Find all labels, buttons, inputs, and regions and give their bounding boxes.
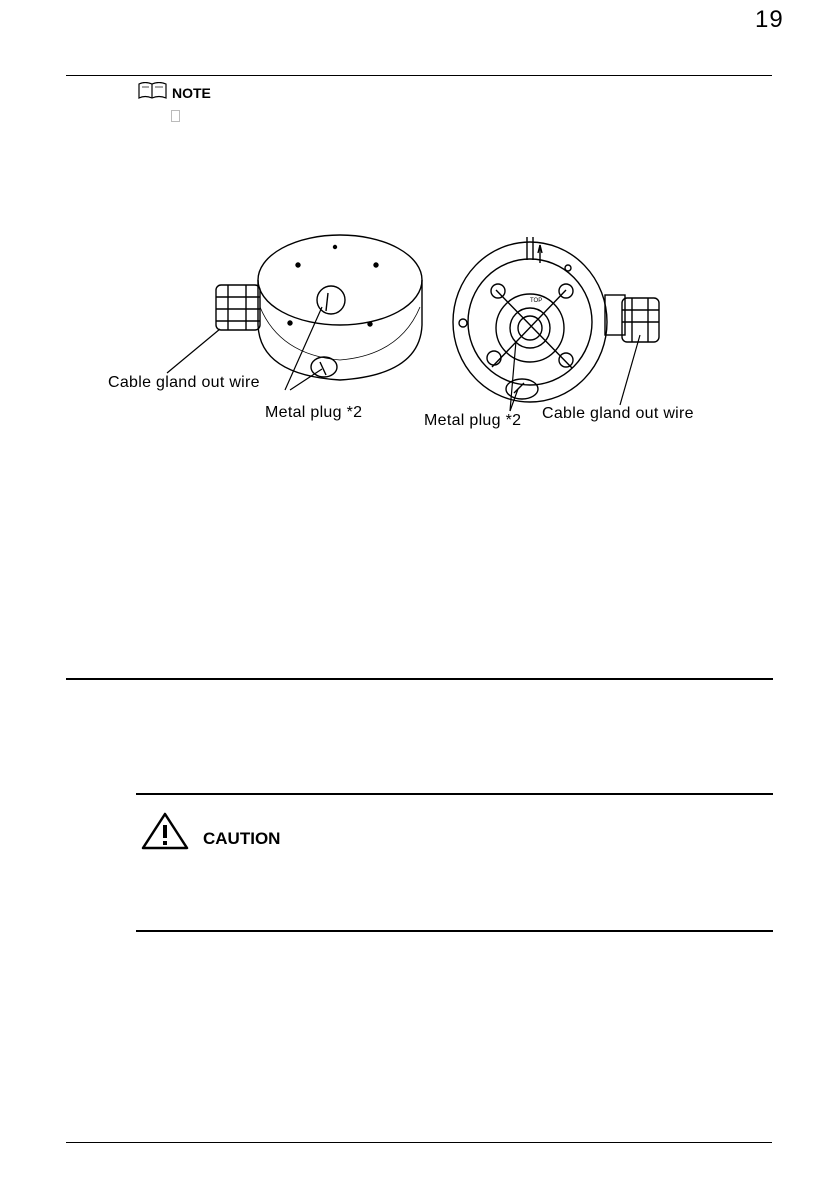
section-divider bbox=[66, 678, 773, 680]
cable-gland-label-right: Cable gland out wire bbox=[542, 405, 694, 422]
top-mark: TOP bbox=[530, 298, 543, 304]
footer-rule bbox=[66, 1142, 772, 1143]
junction-box-rear-view bbox=[453, 237, 659, 411]
metal-plug-label-right: Metal plug *2 bbox=[424, 412, 522, 429]
note-label: NOTE bbox=[172, 85, 211, 101]
book-icon bbox=[137, 82, 168, 100]
caution-label: CAUTION bbox=[203, 829, 281, 848]
junction-box-front-view bbox=[167, 235, 422, 390]
caution-top-rule bbox=[136, 793, 773, 795]
warning-triangle-icon bbox=[140, 811, 190, 851]
header-rule bbox=[66, 75, 772, 76]
caution-bottom-rule bbox=[136, 930, 773, 932]
metal-plug-label-left: Metal plug *2 bbox=[265, 404, 363, 421]
cable-gland-label-left: Cable gland out wire bbox=[108, 374, 260, 391]
bullet-placeholder bbox=[171, 110, 180, 122]
page-number: 19 bbox=[755, 6, 784, 33]
